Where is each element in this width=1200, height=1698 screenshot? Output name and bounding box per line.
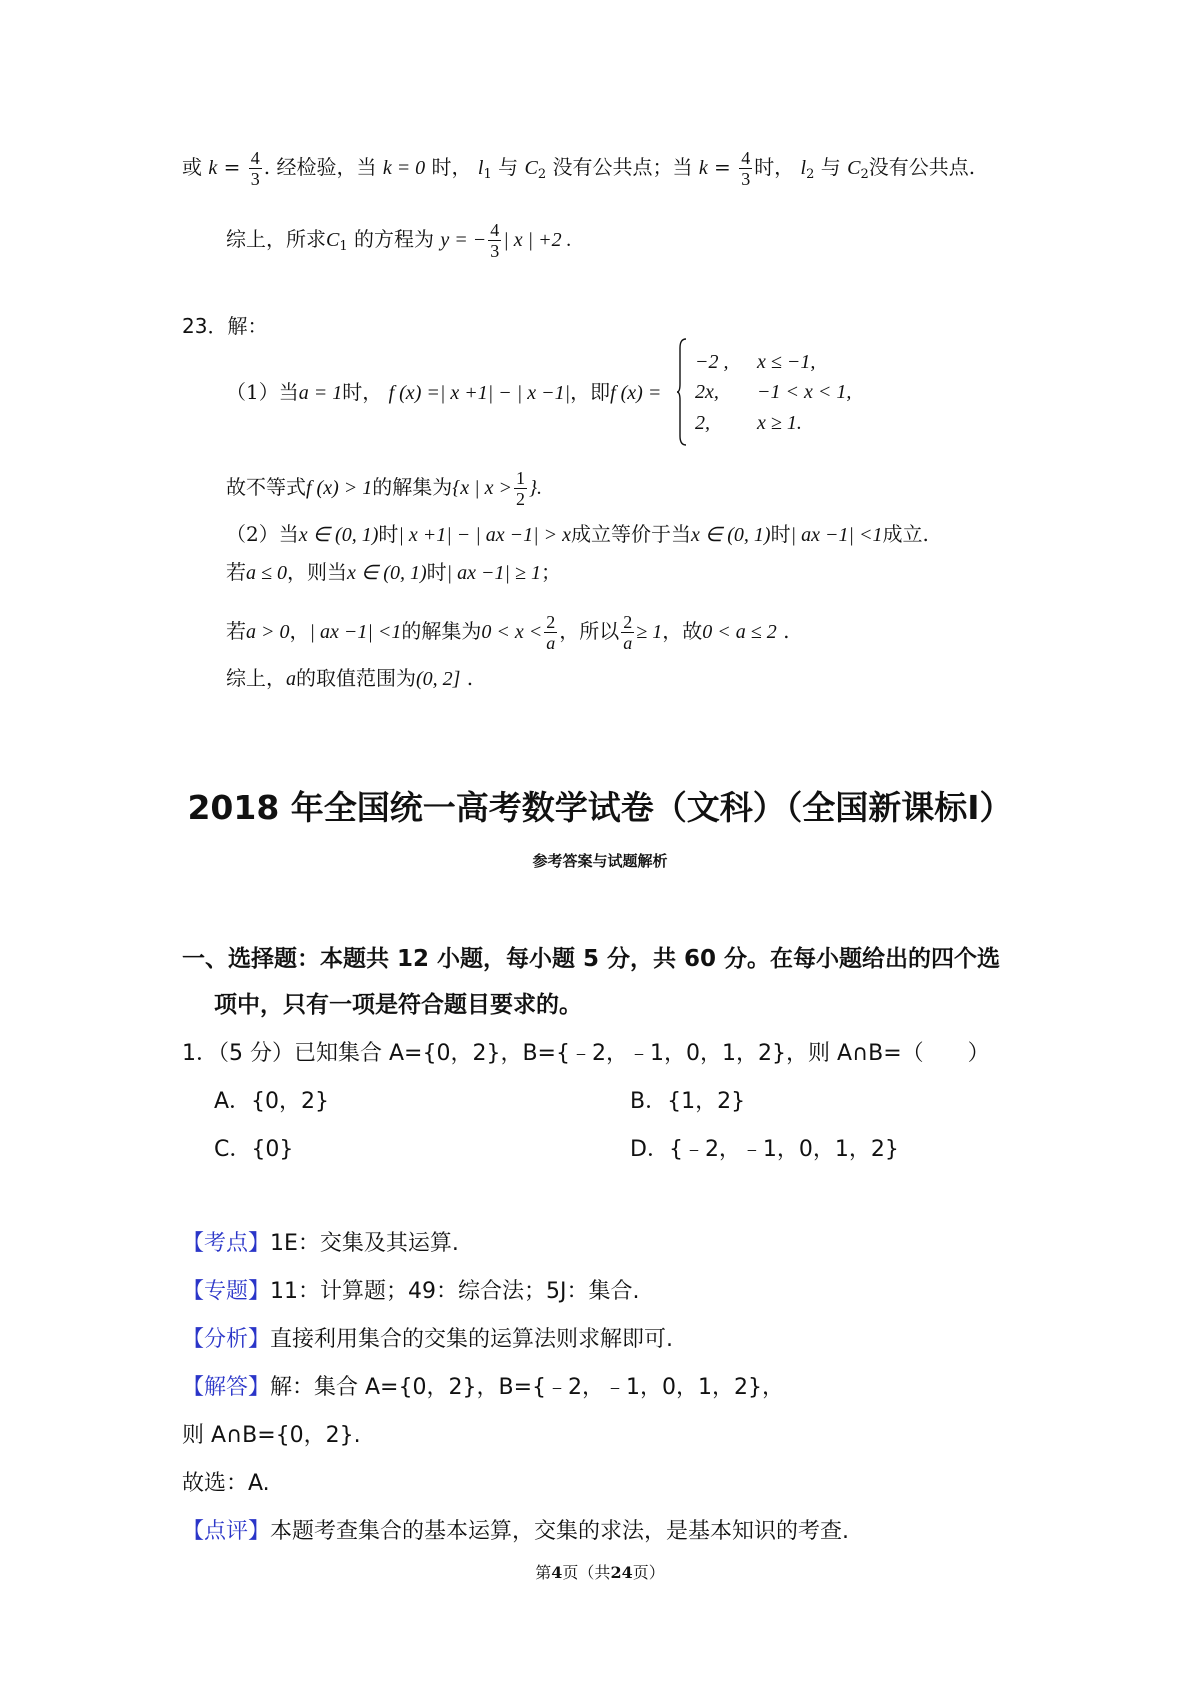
var-l: l	[477, 157, 484, 179]
math: f (x) =| x +1| − | x −1|	[388, 382, 571, 404]
fenxi-row	[182, 1322, 673, 1353]
frac-den: a	[546, 633, 556, 653]
text: 综上，	[226, 666, 286, 690]
kaodian-row	[182, 1226, 459, 1257]
text: ，故	[662, 619, 703, 643]
kaodian-text: 1E：交集及其运算.	[270, 1231, 459, 1256]
page-subtitle: 参考答案与试题解析	[532, 852, 668, 870]
text: =	[707, 155, 738, 179]
frac-num: 4	[250, 148, 260, 168]
text: 或	[182, 155, 202, 179]
text: 没有公共点.	[868, 155, 976, 179]
footer-text: 页（共	[562, 1563, 611, 1582]
left-brace-icon	[677, 338, 687, 446]
frac-den: a	[623, 633, 633, 653]
sol22-line2	[226, 220, 572, 261]
sol23-head: 23．解：	[182, 314, 268, 338]
subscript: 2	[806, 167, 815, 182]
page-number: 4	[551, 1563, 563, 1582]
sol23-p4	[226, 558, 561, 587]
math: f (x) =	[610, 382, 662, 404]
footer-text: 第	[535, 1563, 552, 1582]
math: ≥ 1	[636, 621, 663, 643]
text: 没有公共点；当	[546, 155, 693, 179]
text: 时，	[425, 155, 472, 179]
jieda-tag: 【解答】	[182, 1375, 271, 1400]
piece-cond-3: x ≥ 1.	[757, 412, 802, 434]
math: }.	[529, 477, 542, 499]
text: 若	[226, 560, 246, 584]
text: ；	[540, 560, 561, 584]
text: 成立等价于当	[570, 522, 691, 546]
text: 时	[426, 560, 447, 584]
math: | ax −1| <1	[790, 524, 883, 546]
subscript: 2	[537, 167, 547, 182]
fraction	[488, 220, 501, 261]
frac-num: 1	[516, 468, 525, 488]
zhuanti-row	[182, 1274, 639, 1305]
math: | x | +2 .	[503, 229, 572, 251]
piece-expr-2: 2x,	[695, 381, 719, 403]
sol23-p6	[226, 664, 473, 693]
math: (0, 2]	[416, 668, 461, 690]
option-d: D．{﹣2，﹣1，0，1，2}	[630, 1137, 899, 1162]
sol22-line1	[182, 148, 975, 189]
fraction	[249, 148, 262, 189]
text: 时	[378, 522, 399, 546]
section-heading-line2: 项中，只有一项是符合题目要求的。	[214, 992, 582, 1018]
var-c: C	[847, 157, 861, 179]
math: a = 1	[298, 382, 343, 404]
option-b: B．{1，2}	[630, 1089, 746, 1114]
zhuanti-text: 11：计算题；49：综合法；5J：集合.	[270, 1279, 640, 1304]
text: 成立.	[882, 522, 929, 546]
var-k: k	[208, 157, 218, 179]
text: ，即	[570, 380, 611, 404]
page-total: 24	[610, 1563, 633, 1582]
jieda-line3: 故选：A.	[182, 1471, 270, 1496]
piece-cond-2: −1 < x < 1,	[757, 381, 852, 403]
jieda-row	[182, 1370, 784, 1401]
option-c: C．{0}	[214, 1137, 294, 1162]
var-c: C	[326, 229, 340, 251]
text: 故不等式	[226, 475, 306, 499]
text: 的解集为	[372, 475, 453, 499]
math: a	[286, 668, 296, 690]
text: 时，	[754, 155, 795, 179]
text: 的方程为	[347, 227, 441, 251]
text: . 经检验，当	[263, 155, 377, 179]
text: 与	[814, 155, 848, 179]
frac-den: 2	[516, 489, 525, 509]
frac-den: 3	[250, 169, 260, 189]
zhuanti-tag: 【专题】	[182, 1279, 271, 1304]
frac-num: 2	[623, 612, 633, 632]
text: ，所以	[559, 619, 620, 643]
math: {x | x >	[452, 477, 512, 499]
text: 时	[770, 522, 791, 546]
jieda-text: 解：集合 A={0，2}，B={﹣2，﹣1，0，1，2}，	[270, 1375, 784, 1400]
fraction	[514, 468, 527, 509]
var-l: l	[800, 157, 807, 179]
text: 若	[226, 619, 246, 643]
text: 的解集为	[401, 619, 482, 643]
piece-cond-1: x ≤ −1,	[757, 351, 816, 373]
math: 0 < a ≤ 2	[702, 621, 777, 643]
math: k = 0	[382, 157, 426, 179]
fenxi-text: 直接利用集合的交集的运算法则求解即可.	[270, 1327, 674, 1352]
text: ，	[289, 619, 310, 643]
fraction	[544, 612, 557, 653]
math: x ∈ (0, 1)	[298, 524, 379, 546]
subscript: 1	[339, 239, 348, 254]
math: a ≤ 0	[246, 562, 287, 584]
text: 综上，所求	[226, 227, 326, 251]
math: x ∈ (0, 1)	[346, 562, 427, 584]
sol23-p3	[226, 520, 929, 549]
page-footer	[0, 1560, 1200, 1583]
frac-num: 4	[741, 148, 751, 168]
jieda-line2: 则 A∩B={0，2}.	[182, 1423, 361, 1448]
text: 与	[491, 155, 525, 179]
fenxi-tag: 【分析】	[182, 1327, 271, 1352]
text: =	[217, 155, 247, 179]
sol23-p2	[226, 468, 542, 509]
fraction	[739, 148, 752, 189]
section-heading-line1: 一、选择题：本题共 12 小题，每小题 5 分，共 60 分。在每小题给出的四个选	[182, 946, 1001, 972]
math: f (x) > 1	[306, 477, 373, 499]
subscript: 1	[483, 167, 492, 182]
piece-expr-1: −2 ,	[695, 351, 729, 373]
text: ，则当	[286, 560, 347, 584]
text: （2）当	[226, 522, 299, 546]
sol23-p5	[226, 612, 789, 653]
page-title: 2018 年全国统一高考数学试卷（文科）（全国新课标Ⅰ）	[187, 788, 1013, 827]
footer-text: 页）	[632, 1563, 665, 1582]
question-stem: 1．（5 分）已知集合 A={0，2}，B={﹣2，﹣1，0，1，2}，则 A∩B=（ ）	[182, 1041, 990, 1066]
var-c: C	[524, 157, 538, 179]
math: | ax −1| <1	[309, 621, 402, 643]
math: | x +1| − | ax −1| > x	[398, 524, 571, 546]
text: 的取值范围为	[296, 666, 416, 690]
text: .	[460, 666, 474, 690]
frac-num: 4	[490, 220, 500, 240]
option-a: A．{0，2}	[214, 1089, 330, 1114]
math: a > 0	[246, 621, 290, 643]
text: （1）当	[226, 380, 299, 404]
piece-expr-3: 2,	[695, 412, 710, 434]
sol23-p1	[226, 378, 661, 407]
var-k: k	[698, 157, 708, 179]
text: .	[776, 619, 790, 643]
math: y = −	[440, 229, 487, 251]
dianping-tag: 【点评】	[182, 1519, 271, 1544]
math: x ∈ (0, 1)	[690, 524, 771, 546]
frac-den: 3	[741, 169, 751, 189]
frac-num: 2	[546, 612, 556, 632]
fraction	[621, 612, 634, 653]
math: 0 < x <	[481, 621, 543, 643]
dianping-text: 本题考查集合的基本运算，交集的求法，是基本知识的考查.	[270, 1519, 850, 1544]
math: | ax −1| ≥ 1	[446, 562, 541, 584]
text: 时，	[342, 380, 383, 404]
subscript: 2	[860, 167, 869, 182]
kaodian-tag: 【考点】	[182, 1231, 271, 1256]
dianping-row	[182, 1514, 849, 1545]
frac-den: 3	[490, 241, 500, 261]
